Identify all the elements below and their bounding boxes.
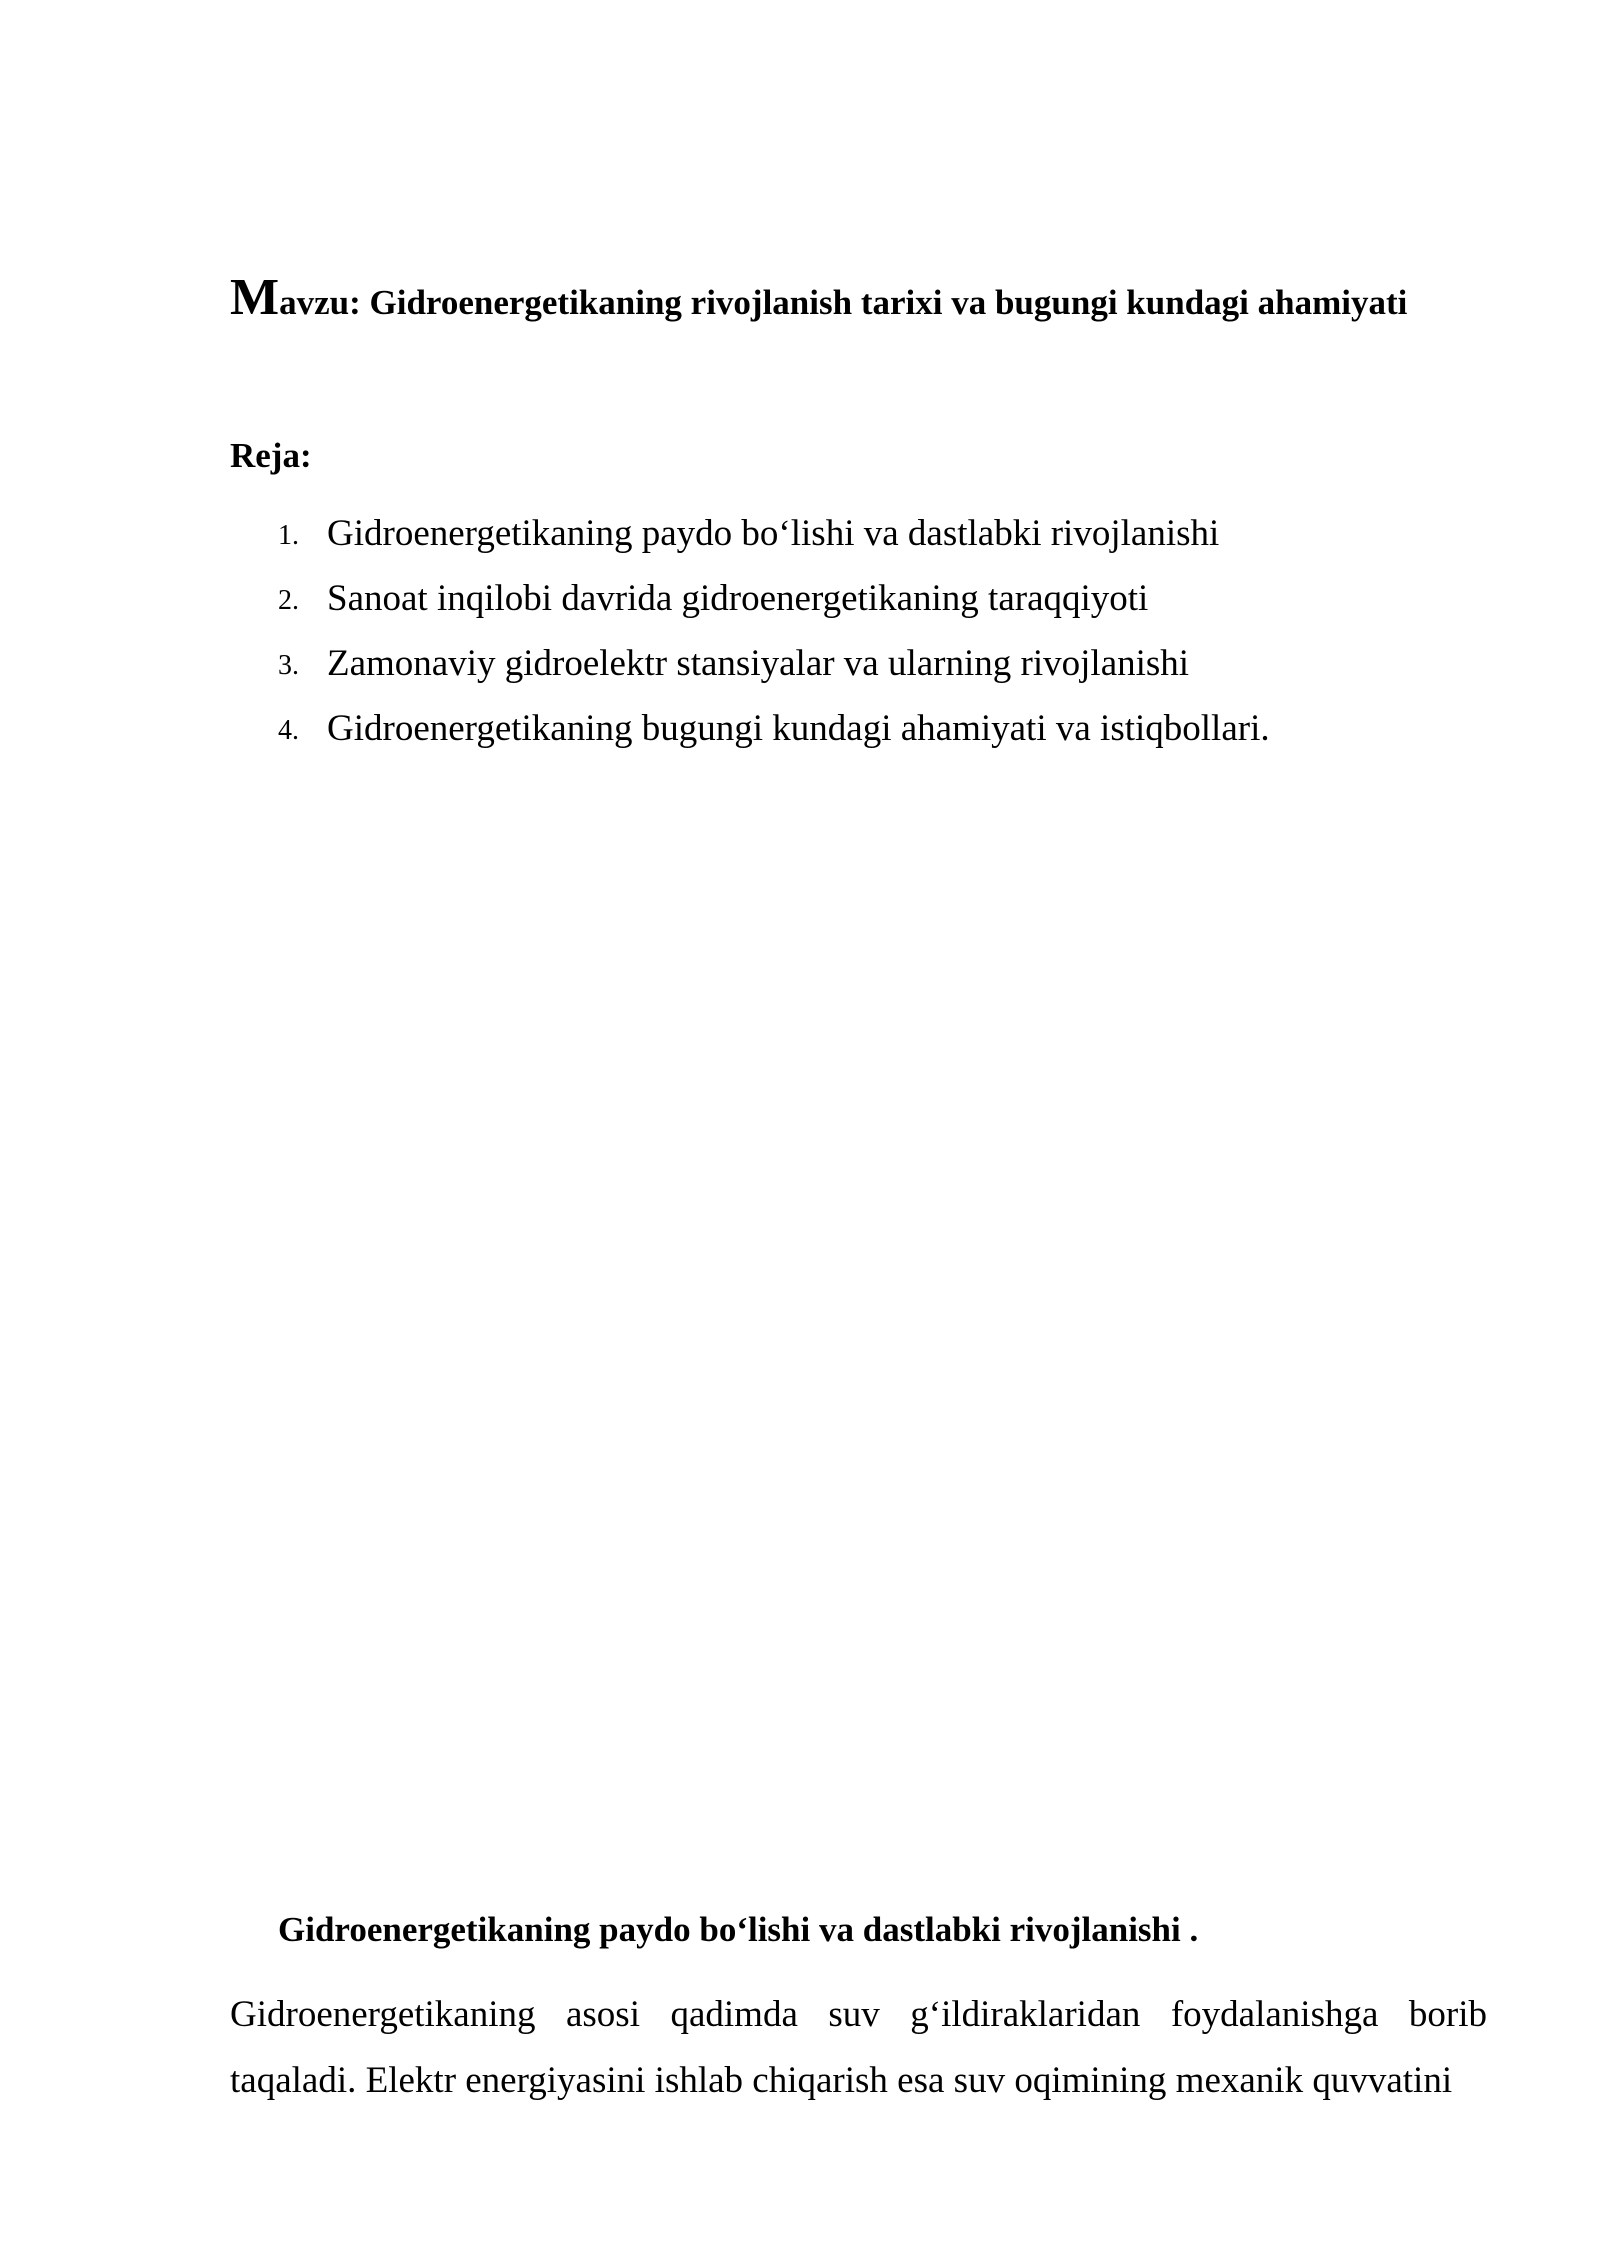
plan-item [230,636,1487,701]
plan-item-number: 3. [278,650,299,681]
plan-item-number: 2. [278,585,299,616]
plan-item-number: 1. [278,520,299,551]
plan-list [230,506,1487,766]
plan-heading: Reja: [230,436,312,475]
plan-item-number: 4. [278,715,299,746]
plan-item-text: Gidroenergetikaning bugungi kundagi ahamiyati va istiqbollari. [327,708,1270,749]
title-text: avzu: Gidroenergetikaning rivojlanish tarixi va bugungi kundagi ahamiyati [279,283,1408,322]
plan-item [230,571,1487,636]
title-dropcap: M [230,269,280,326]
plan-item [230,506,1487,571]
plan-item [230,701,1487,766]
document-title [230,262,1487,339]
plan-item-text: Gidroenergetikaning paydo bo‘lishi va dastlabki rivojlanishi [327,513,1220,554]
section-paragraph: Gidroenergetikaning asosi qadimda suv g‘ildiraklaridan foydalanishga borib taqaladi. Elektr energiyasini ishlab chiqarish esa suv oqimining mexanik quvvatini [230,1994,1487,2101]
plan-item-text: Sanoat inqilobi davrida gidroenergetikaning taraqqiyoti [327,578,1149,619]
section-heading: Gidroenergetikaning paydo bo‘lishi va dastlabki rivojlanishi . [278,1910,1199,1949]
plan-item-text: Zamonaviy gidroelektr stansiyalar va ularning rivojlanishi [327,643,1190,684]
